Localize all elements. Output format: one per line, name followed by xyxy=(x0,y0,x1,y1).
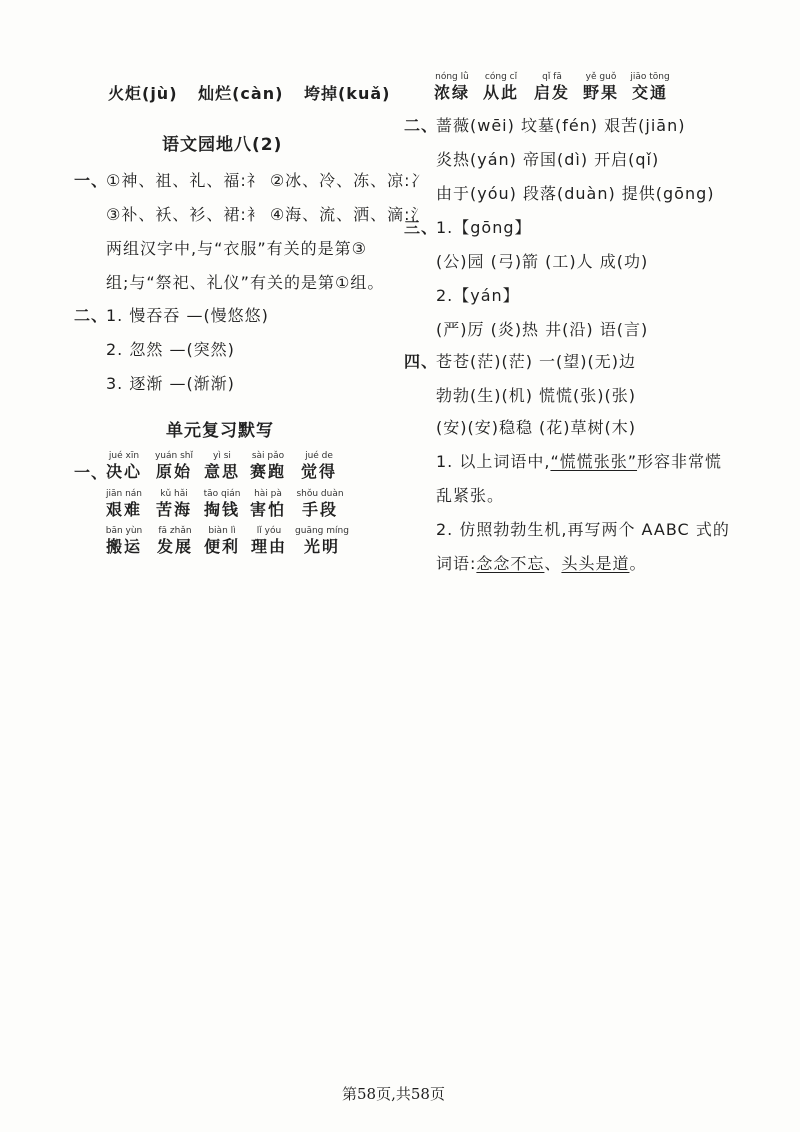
q1-line-2: ③补、袄、衫、裙:衤 ④海、流、洒、滴:氵 xyxy=(106,205,428,224)
note-2-answer-2: 头头是道 xyxy=(561,554,630,573)
pinyin-word: jué xīn 决心 xyxy=(105,451,142,481)
pinyin-word: guāng míng 光明 xyxy=(295,526,349,556)
pinyin-word: yě guǒ 野果 xyxy=(582,72,619,102)
note-2-prefix: 词语: xyxy=(436,554,477,573)
page-footer: 第58页,共58页 xyxy=(342,1085,445,1103)
section-title-danyuan: 单元复习默写 xyxy=(166,421,274,441)
note-1-prefix: 1. 以上词语中, xyxy=(436,452,551,471)
note-1-suffix: 形容非常慌 xyxy=(637,452,723,471)
s2-line-2: 炎热(yán) 帝国(dì) 开启(qǐ) xyxy=(436,150,660,169)
note-2-end: 。 xyxy=(629,554,647,573)
word-huoju: 火炬(jù) xyxy=(108,84,178,103)
note-1-line-2: 乱紧张。 xyxy=(436,486,505,505)
pinyin-word: tāo qián 掏钱 xyxy=(203,489,241,519)
s4-line-3: (安)(安)稳稳 (花)草树(木) xyxy=(436,418,637,437)
q2-line-3: 3. 逐渐 —(渐渐) xyxy=(106,374,235,393)
q1-line-3: 两组汉字中,与“衣服”有关的是第③ xyxy=(106,239,368,258)
section-title-yuwenyuandi: 语文园地八(2) xyxy=(162,135,283,155)
q2-label: 二、 xyxy=(74,306,109,325)
s3-line-2: (公)园 (弓)箭 (工)人 成(功) xyxy=(436,252,649,271)
s3-line-3: 2.【yán】 xyxy=(436,286,520,305)
pinyin-word: yì si 意思 xyxy=(203,451,240,481)
q2-line-1: 1. 慢吞吞 —(慢悠悠) xyxy=(106,306,269,325)
q1-line-4: 组;与“祭祀、礼仪”有关的是第①组。 xyxy=(106,273,385,292)
top-line xyxy=(108,84,390,104)
pinyin-word: hài pà 害怕 xyxy=(249,489,286,519)
note-1-highlight: “慌慌张张” xyxy=(550,452,638,471)
note-2-answer-1: 念念不忘 xyxy=(476,554,545,573)
q1-label: 一、 xyxy=(74,171,109,190)
pinyin-word: qǐ fā 启发 xyxy=(533,72,570,102)
pinyin-word: nóng lǜ 浓绿 xyxy=(433,72,470,102)
pinyin-word: sài pǎo 赛跑 xyxy=(249,451,286,481)
s2-label: 二、 xyxy=(404,116,439,135)
note-2-line-1: 2. 仿照勃勃生机,再写两个 AABC 式的 xyxy=(436,520,730,539)
s3-line-1: 1.【gōng】 xyxy=(436,218,532,237)
pinyin-word: biàn lì 便利 xyxy=(203,526,240,556)
note-1-line-1 xyxy=(436,452,722,472)
pinyin-word: jiān nán 艰难 xyxy=(105,489,142,519)
s2-line-3: 由于(yóu) 段落(duàn) 提供(gōng) xyxy=(436,184,715,203)
q2-line-2: 2. 忽然 —(突然) xyxy=(106,340,235,359)
pinyin-word: cóng cǐ 从此 xyxy=(482,72,519,102)
word-kuadiao: 垮掉(kuǎ) xyxy=(303,84,391,103)
word-canlan: 灿烂(càn) xyxy=(198,84,284,103)
pinyin-word: jué de 觉得 xyxy=(300,451,337,481)
q1-line-1: ①神、祖、礼、福:礻 ②冰、冷、冻、凉:冫 xyxy=(106,171,428,190)
pinyin-word: kǔ hǎi 苦海 xyxy=(155,489,192,519)
s4-line-1: 苍苍(茫)(茫) 一(望)(无)边 xyxy=(436,352,637,371)
note-2-line-2 xyxy=(436,554,646,574)
pinyin-word: shǒu duàn 手段 xyxy=(296,489,344,519)
s3-label: 三、 xyxy=(404,218,439,237)
pinyin-word: jiāo tōng 交通 xyxy=(630,72,670,102)
pinyin-word: bān yùn 搬运 xyxy=(105,526,143,556)
pinyin-word: lǐ yóu 理由 xyxy=(250,526,287,556)
pinyin-word: fā zhǎn 发展 xyxy=(156,526,193,556)
note-2-separator: 、 xyxy=(544,554,562,573)
s4-line-2: 勃勃(生)(机) 慌慌(张)(张) xyxy=(436,386,637,405)
s2-line-1: 蔷薇(wēi) 坟墓(fén) 艰苦(jiān) xyxy=(436,116,686,135)
s4-label: 四、 xyxy=(404,352,439,371)
dictation-label: 一、 xyxy=(74,463,109,482)
s3-line-4: (严)厉 (炎)热 井(沿) 语(言) xyxy=(436,320,649,339)
pinyin-word: yuán shǐ 原始 xyxy=(154,451,193,481)
